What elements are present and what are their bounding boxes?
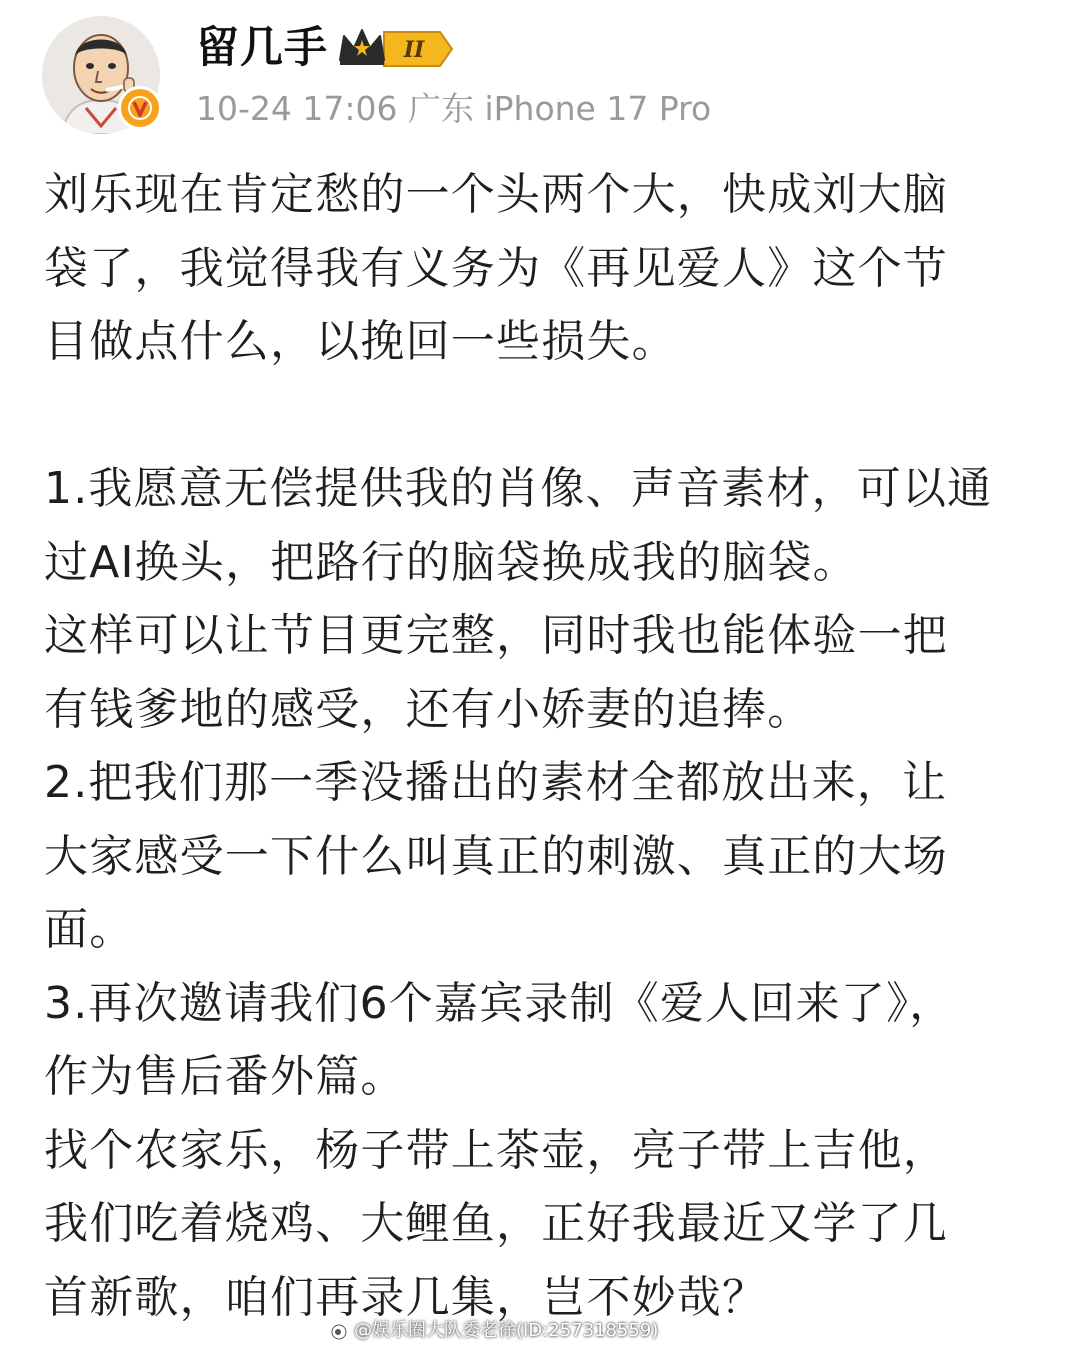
watermark-text: @娱乐圈大队委老徐(ID:257318559) bbox=[354, 1320, 659, 1341]
post-line: 首新歌，咱们再录几集，岂不妙哉？ bbox=[44, 1271, 768, 1323]
post-line: 大家感受一下什么叫真正的刺激、真正的大场 bbox=[44, 830, 948, 882]
post-content bbox=[44, 158, 1044, 1334]
post-header bbox=[0, 0, 1080, 150]
post-line: 面。 bbox=[44, 904, 135, 955]
verified-v-icon bbox=[118, 86, 162, 130]
post-line: 有钱爹地的感受，还有小娇妻的追捧。 bbox=[44, 683, 813, 735]
post-line: 作为售后番外篇。 bbox=[44, 1051, 406, 1102]
post-line: 找个农家乐，杨子带上茶壶，亮子带上吉他， bbox=[44, 1124, 948, 1176]
post-line: 3.再次邀请我们6个嘉宾录制《爱人回来了》， bbox=[44, 977, 955, 1029]
blank-line bbox=[44, 379, 1044, 453]
post-line: 过AI换头，把路行的脑袋换成我的脑袋。 bbox=[44, 536, 858, 588]
post-line: 1.我愿意无偿提供我的肖像、声音素材，可以通 bbox=[44, 463, 993, 514]
weibo-logo-icon bbox=[330, 1322, 348, 1340]
vip-crown-badge[interactable] bbox=[336, 26, 454, 72]
username[interactable]: 留几手 bbox=[196, 23, 328, 73]
post-line: 这样可以让节目更完整，同时我也能体验一把 bbox=[44, 610, 948, 661]
post-line: 我们吃着烧鸡、大鲤鱼，正好我最近又学了几 bbox=[44, 1198, 948, 1249]
post-line: 目做点什么，以挽回一些损失。 bbox=[44, 316, 677, 367]
post-line: 袋了，我觉得我有义务为《再见爱人》这个节 bbox=[44, 242, 948, 294]
post-line: 2.把我们那一季没播出的素材全都放出来，让 bbox=[44, 757, 948, 808]
vip-level: II bbox=[403, 37, 425, 63]
post-line: 刘乐现在肯定愁的一个头两个大，快成刘大脑 bbox=[44, 169, 948, 220]
post-meta: 10-24 17:06 广东 iPhone 17 Pro bbox=[196, 89, 712, 128]
watermark bbox=[330, 1314, 790, 1348]
